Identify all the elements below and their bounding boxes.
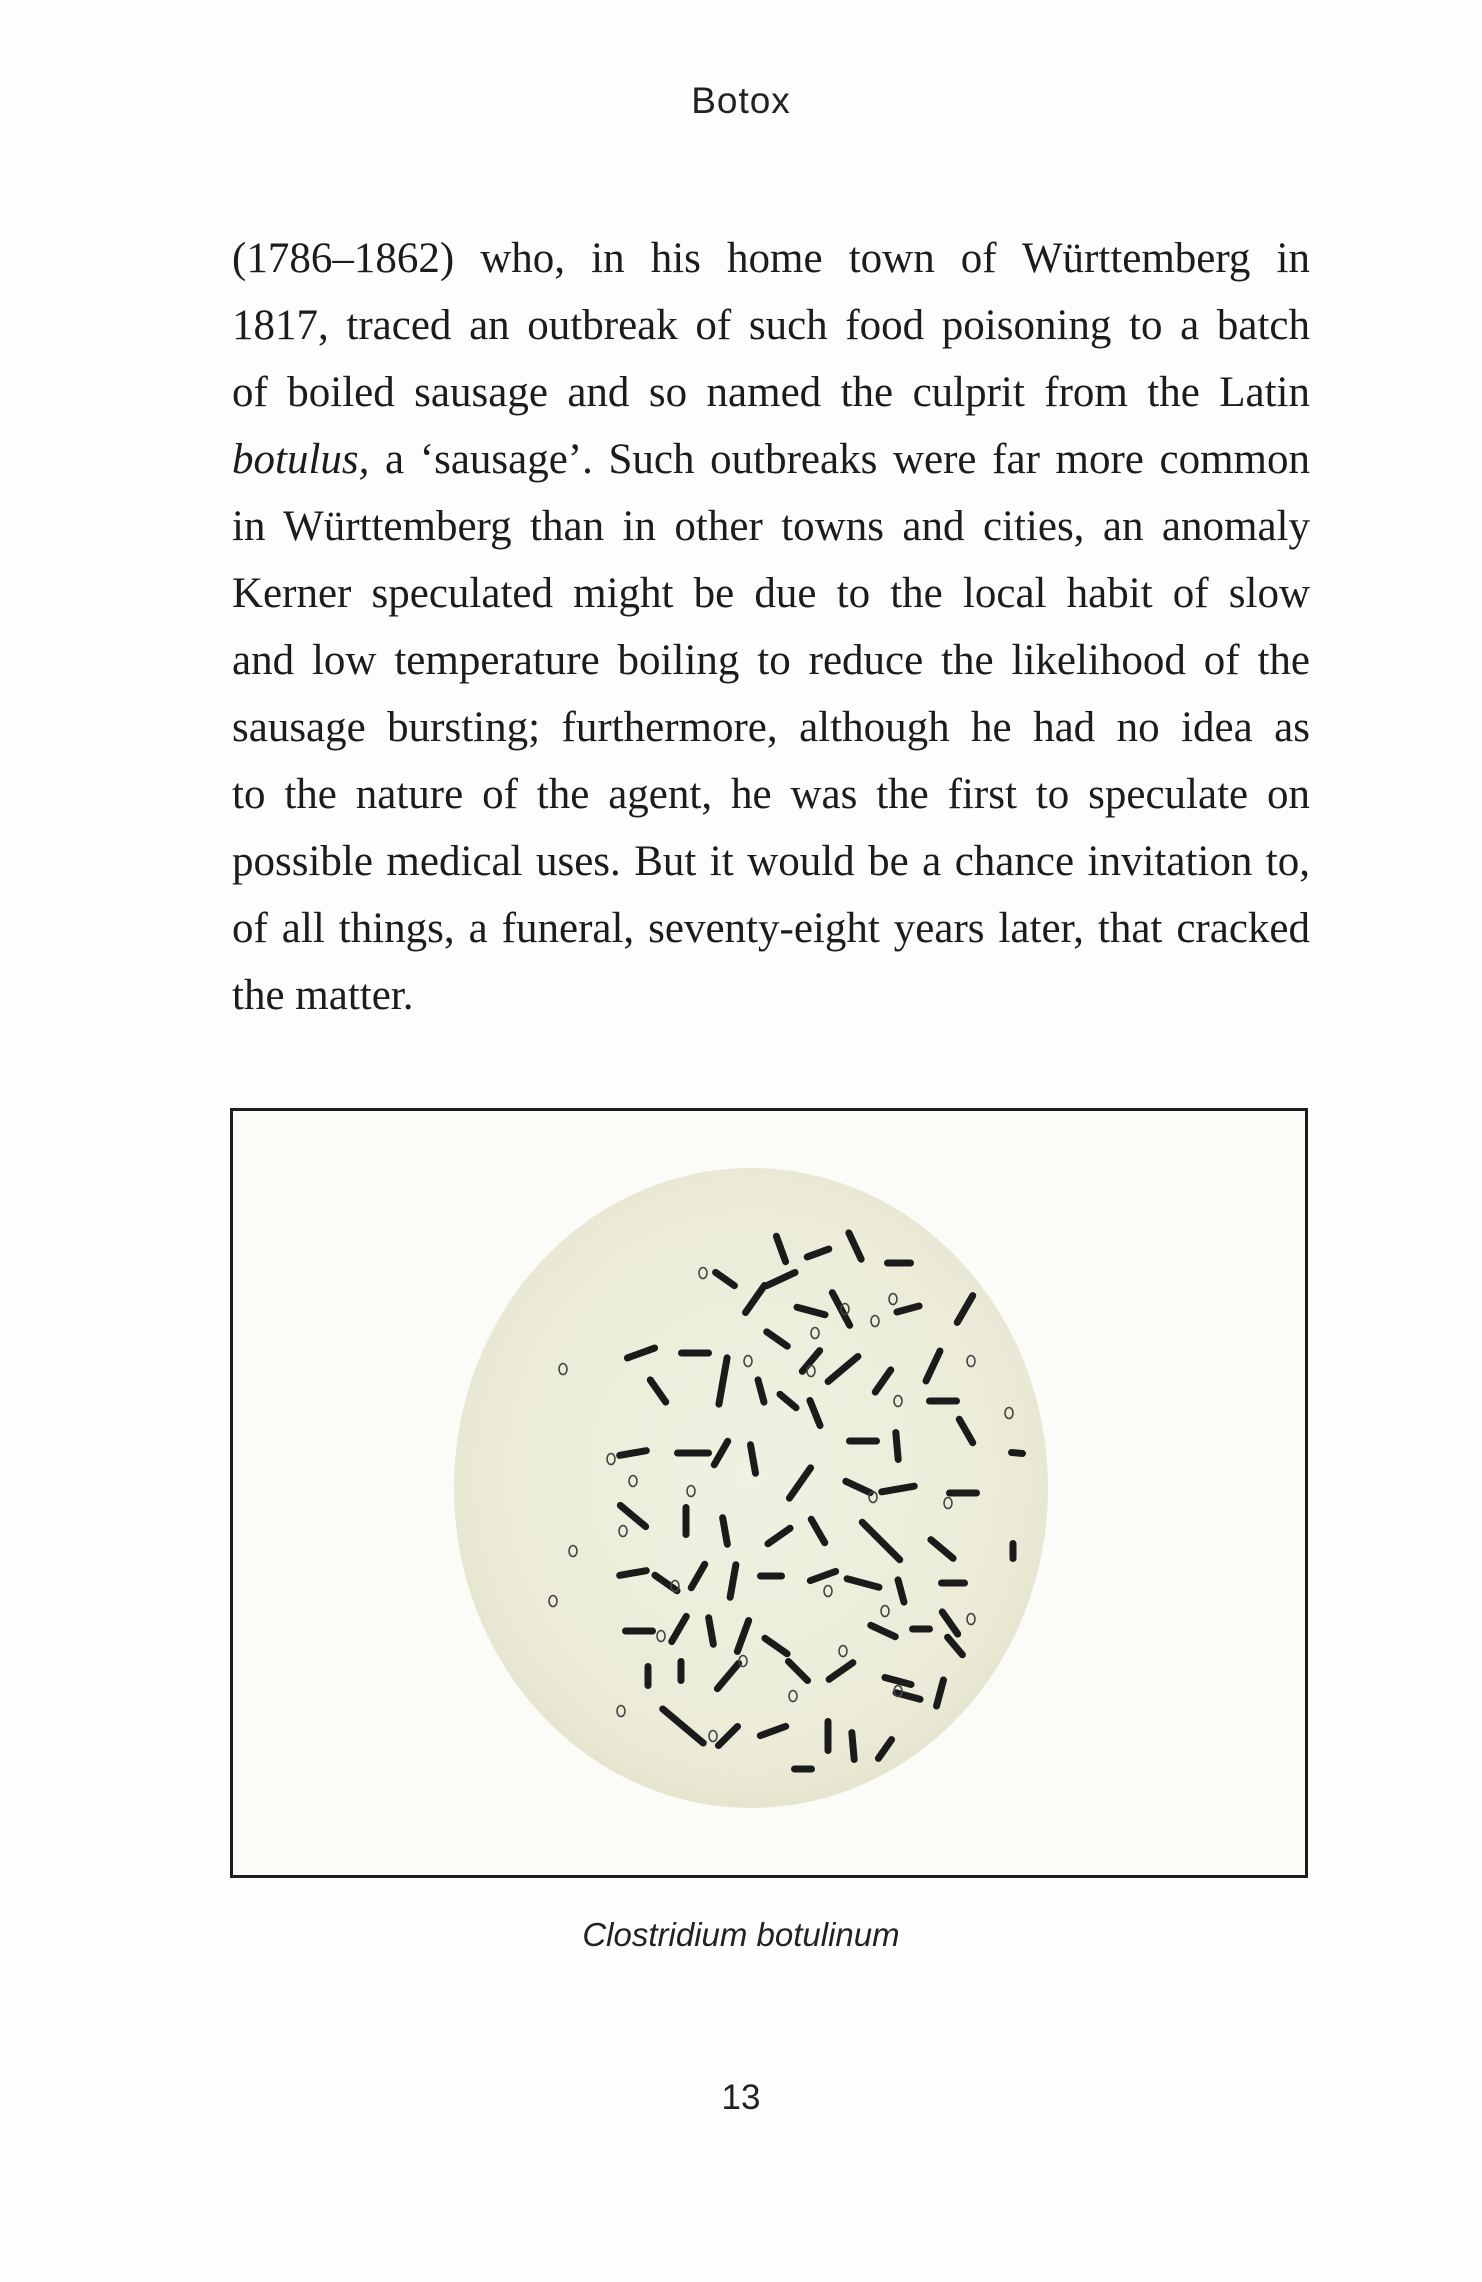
bacillus-rod — [678, 1350, 712, 1357]
bacillus-rod — [926, 1398, 960, 1405]
body-line: the matter. — [232, 972, 414, 1019]
body-line: and low temperature boiling to reduce the likelihood of the — [232, 637, 1310, 684]
body-line: Kerner speculated might be due to the local habit of slow — [232, 570, 1310, 617]
figure-caption: Clostridium botulinum — [582, 1916, 900, 1953]
body-line-rest: a ‘sausage’. Such outbreaks were far more common — [369, 436, 1310, 483]
body-line: in Württemberg than in other towns and cities, an anomaly — [232, 503, 1310, 550]
bacillus-rod — [846, 1438, 880, 1445]
bacillus-rod — [683, 1504, 690, 1538]
bacillus-rod — [757, 1573, 785, 1580]
body-line: 1817, traced an outbreak of such food poisoning to a batch — [232, 302, 1310, 349]
page-number: 13 — [721, 2078, 761, 2117]
body-line: possible medical uses. But it would be a chance invitation to, — [232, 838, 1310, 885]
body-line — [232, 426, 1310, 493]
figure-frame — [230, 1108, 1308, 1878]
bacillus-rod — [884, 1260, 914, 1267]
bacillus-rod — [791, 1766, 815, 1773]
body-line: sausage bursting; furthermore, although he had no idea as — [232, 704, 1310, 751]
bacillus-rod — [909, 1626, 933, 1633]
body-line: to the nature of the agent, he was the first to speculate on — [232, 771, 1310, 818]
bacillus-rod — [825, 1718, 832, 1754]
bacillus-rod — [645, 1663, 652, 1689]
body-line: (1786–1862) who, in his home town of Württemberg in — [232, 235, 1310, 282]
bacteria-micrograph — [233, 1111, 1305, 1875]
bacillus-rod — [622, 1628, 656, 1635]
body-paragraph — [232, 225, 1310, 1029]
body-line: of boiled sausage and so named the culprit from the Latin — [232, 369, 1310, 416]
bacillus-rod — [946, 1490, 980, 1497]
bacillus-rod — [938, 1580, 968, 1587]
bacillus-rod — [1010, 1540, 1017, 1562]
micrograph-field — [454, 1168, 1048, 1808]
bacillus-rod — [674, 1450, 712, 1457]
running-head: Botox — [691, 80, 791, 121]
bacillus-rod — [678, 1658, 685, 1684]
body-line: of all things, a funeral, seventy-eight years later, that cracked — [232, 905, 1310, 952]
latin-term: botulus, — [232, 436, 370, 483]
